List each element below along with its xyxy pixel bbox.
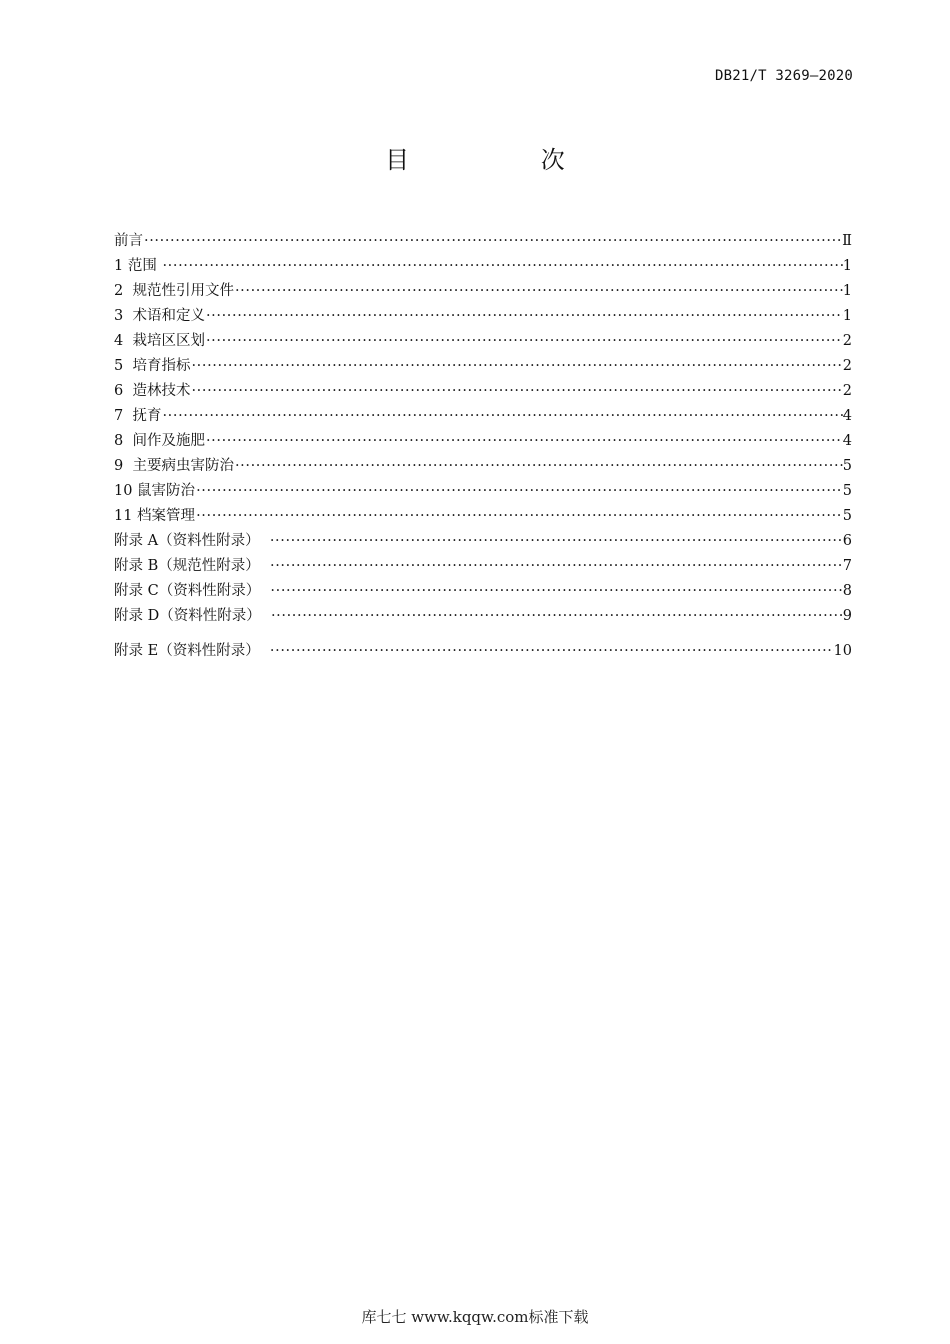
toc-entry-page: 4 bbox=[842, 408, 852, 424]
page-title: 目 次 bbox=[385, 146, 627, 174]
toc-entry[interactable] bbox=[114, 404, 852, 429]
toc-entry-label: 附录 D（资料性附录） bbox=[114, 608, 270, 624]
toc-leader-dots bbox=[269, 529, 843, 554]
toc-entry-label: 8 间作及施肥 bbox=[114, 433, 205, 449]
toc-leader-dots bbox=[161, 404, 842, 429]
toc-entry-page: 8 bbox=[842, 583, 852, 599]
toc-entry[interactable] bbox=[114, 639, 852, 664]
toc-leader-dots bbox=[234, 454, 843, 479]
toc-entry-page: 2 bbox=[842, 383, 852, 399]
toc-leader-dots bbox=[234, 279, 843, 304]
toc-entry-label: 5 培育指标 bbox=[114, 358, 191, 374]
toc-entry[interactable] bbox=[114, 529, 852, 554]
toc-entry-page: 6 bbox=[842, 533, 852, 549]
toc-leader-dots bbox=[195, 479, 843, 504]
toc-entry[interactable] bbox=[114, 479, 852, 504]
toc-entry-label: 附录 B（规范性附录） bbox=[114, 558, 269, 574]
toc-entry[interactable] bbox=[114, 354, 852, 379]
table-of-contents bbox=[114, 229, 852, 664]
toc-entry[interactable] bbox=[114, 554, 852, 579]
toc-entry-page: 7 bbox=[842, 558, 852, 574]
toc-entry-label: 11 档案管理 bbox=[114, 508, 196, 524]
toc-entry-label: 7 抚育 bbox=[114, 408, 162, 424]
toc-leader-dots bbox=[270, 604, 843, 629]
toc-entry[interactable] bbox=[114, 504, 852, 529]
toc-entry[interactable] bbox=[114, 254, 852, 279]
toc-entry-page: 2 bbox=[842, 333, 852, 349]
toc-entry-label: 附录 C（资料性附录） bbox=[114, 583, 270, 599]
toc-entry-page: 1 bbox=[842, 258, 852, 274]
toc-entry[interactable] bbox=[114, 429, 852, 454]
toc-entry-page: 1 bbox=[842, 308, 852, 324]
toc-leader-dots bbox=[190, 379, 842, 404]
toc-entry[interactable] bbox=[114, 304, 852, 329]
toc-leader-dots bbox=[269, 554, 843, 579]
toc-leader-dots bbox=[269, 639, 834, 664]
toc-entry-label: 2 规范性引用文件 bbox=[114, 283, 234, 299]
toc-entry-label: 4 栽培区区划 bbox=[114, 333, 205, 349]
toc-entry-page: 5 bbox=[842, 508, 852, 524]
toc-entry-label: 10 鼠害防治 bbox=[114, 483, 196, 499]
footer-watermark: 库七七 www.kqqw.com标准下载 bbox=[361, 1308, 589, 1326]
toc-leader-dots bbox=[269, 579, 842, 604]
toc-leader-dots bbox=[161, 254, 842, 279]
toc-entry-label: 附录 A（资料性附录） bbox=[114, 533, 269, 549]
toc-entry-page: 10 bbox=[833, 643, 852, 659]
document-code: DB21/T 3269—2020 bbox=[714, 68, 853, 84]
toc-entry[interactable] bbox=[114, 329, 852, 354]
toc-entry-page: 4 bbox=[842, 433, 852, 449]
toc-entry[interactable] bbox=[114, 229, 852, 254]
toc-leader-dots bbox=[143, 229, 842, 254]
toc-entry-page: 5 bbox=[842, 483, 852, 499]
toc-entry-page: 9 bbox=[842, 608, 852, 624]
toc-entry-label: 附录 E（资料性附录） bbox=[114, 643, 269, 659]
toc-entry[interactable] bbox=[114, 604, 852, 629]
toc-entry-page: 5 bbox=[842, 458, 852, 474]
toc-entry-label: 前言 bbox=[114, 233, 143, 249]
toc-leader-dots bbox=[205, 329, 843, 354]
toc-leader-dots bbox=[195, 504, 843, 529]
toc-leader-dots bbox=[205, 429, 843, 454]
toc-entry[interactable] bbox=[114, 279, 852, 304]
toc-entry-label: 1 范围 bbox=[114, 258, 162, 274]
toc-entry-page: Ⅱ bbox=[842, 233, 852, 249]
toc-entry[interactable] bbox=[114, 379, 852, 404]
toc-entry-page: 1 bbox=[842, 283, 852, 299]
toc-entry-page: 2 bbox=[842, 358, 852, 374]
toc-leader-dots bbox=[190, 354, 842, 379]
toc-entry[interactable] bbox=[114, 579, 852, 604]
toc-entry-label: 3 术语和定义 bbox=[114, 308, 205, 324]
toc-entry-label: 9 主要病虫害防治 bbox=[114, 458, 234, 474]
toc-leader-dots bbox=[205, 304, 843, 329]
toc-entry-label: 6 造林技术 bbox=[114, 383, 191, 399]
toc-entry[interactable] bbox=[114, 454, 852, 479]
